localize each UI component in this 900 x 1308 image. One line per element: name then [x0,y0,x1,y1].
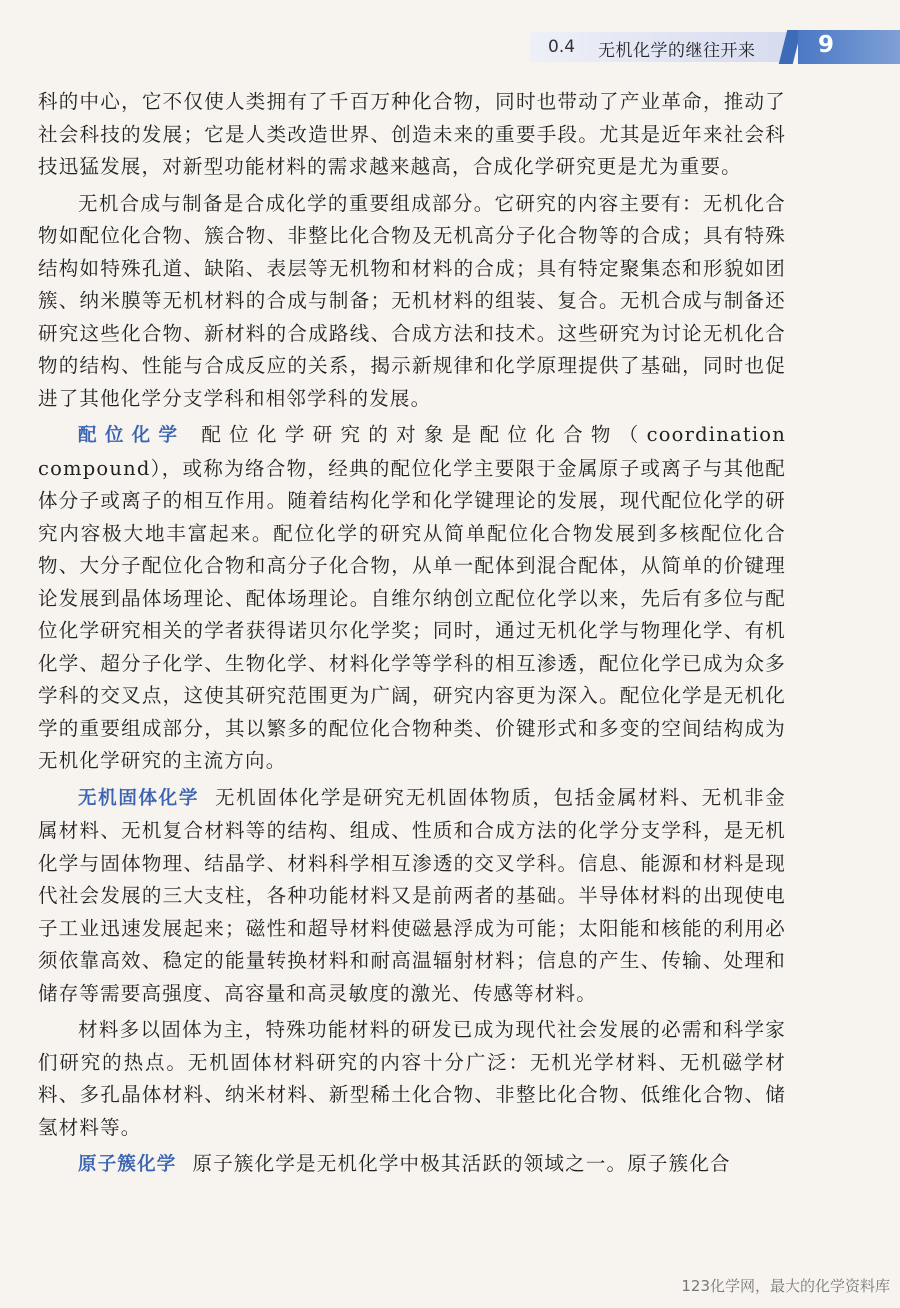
paragraph-text: 原子簇化学是无机化学中极其活跃的领域之一。原子簇化合 [192,1152,731,1175]
paragraph [38,86,786,184]
section-term: 无机固体化学 [78,787,199,809]
paragraph-solid-state-chemistry [38,782,786,1011]
paragraph-text: 配位化学研究的对象是配位化合物（coordination compound），或称为络合物，经典的配位化学主要限于金属原子或离子与其他配体分子或离子的相互作用。随着结构化学和化学键理论的发展，现代配位化学的研究内容极大地丰富起来。配位化学的研究从简单配位化合物发展到多核配位化合物、大分子配位化合物和高分子化合物，从单一配体到混合配体，从简单的价键理论发展到晶体场理论、配体场理论。自维尔纳创立配位化学以来，先后有多位与配位化学研究相关的学者获得诺贝尔化学奖；同时，通过无机化学与物理化学、有机化学、超分子化学、生物化学、材料化学等学科的相互渗透，配位化学已成为众多学科的交叉点，这使其研究范围更为广阔，研究内容更为深入。配位化学是无机化学的重要组成部分，其以繁多的配位化合物种类、价键形式和多变的空间结构成为无机化学研究的主流方向。 [38,423,786,772]
paragraph-coordination-chemistry [38,419,786,778]
paragraph-text: 无机固体化学是研究无机固体物质，包括金属材料、无机非金属材料、无机复合材料等的结构、组成、性质和合成方法的化学分支学科，是无机化学与固体物理、结晶学、材料科学相互渗透的交叉学科。信息、能源和材料是现代社会发展的三大支柱，各种功能材料又是前两者的基础。半导体材料的出现使电子工业迅速发展起来；磁性和超导材料使磁悬浮成为可能；太阳能和核能的利用必须依靠高效、稳定的能量转换材料和耐高温辐射材料；信息的产生、传输、处理和储存等需要高强度、高容量和高灵敏度的激光、传感等材料。 [38,785,786,1005]
section-title: 无机化学的继往开来 [598,41,756,61]
page-body [38,86,786,1182]
paragraph-cluster-chemistry [38,1148,786,1182]
watermark-text: 123化学网，最大的化学资料库 [681,1277,890,1295]
paragraph [38,188,786,416]
section-number: 0.4 [548,37,576,57]
page-number: 9 [818,32,835,58]
paragraph-text: 科的中心，它不仅使人类拥有了千百万种化合物，同时也带动了产业革命，推动了社会科技的发展；它是人类改造世界、创造未来的重要手段。尤其是近年来社会科技迅猛发展，对新型功能材料的需求越来越高，合成化学研究更是尤为重要。 [38,90,786,178]
paragraph [38,1014,786,1144]
section-term: 原子簇化学 [78,1154,177,1175]
section-term: 配位化学 [78,425,186,446]
paragraph-text: 材料多以固体为主，特殊功能材料的研发已成为现代社会发展的必需和科学家们研究的热点。无机固体材料研究的内容十分广泛：无机光学材料、无机磁学材料、多孔晶体材料、纳米材料、新型稀土化合物、非整比化合物、低维化合物、储氢材料等。 [38,1018,786,1139]
paragraph-text: 无机合成与制备是合成化学的重要组成部分。它研究的内容主要有：无机化合物如配位化合物、簇合物、非整比化合物及无机高分子化合物等的合成；具有特殊结构如特殊孔道、缺陷、表层等无机物和材料的合成；具有特定聚集态和形貌如团簇、纳米膜等无机材料的合成与制备；无机材料的组装、复合。无机合成与制备还研究这些化合物、新材料的合成路线、合成方法和技术。这些研究为讨论无机化合物的结构、性能与合成反应的关系，揭示新规律和化学原理提供了基础，同时也促进了其他化学分支学科和相邻学科的发展。 [38,191,786,410]
page-number-box [798,30,900,64]
page-header [0,28,900,66]
